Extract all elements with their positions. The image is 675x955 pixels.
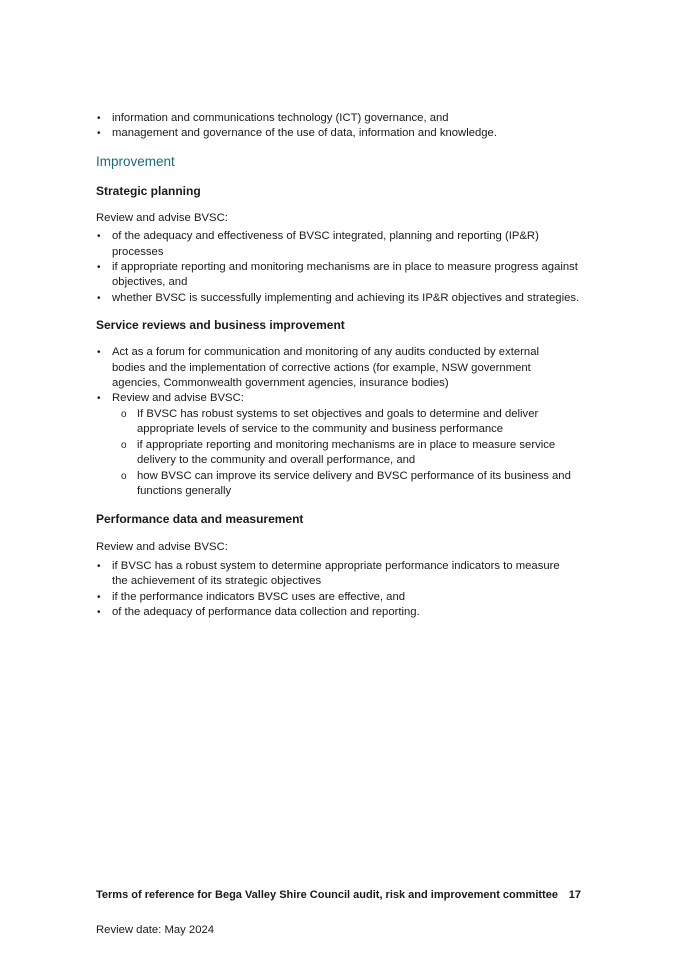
sub-list-item: o If BVSC has robust systems to set objectives and goals to determine and deliver appropriate levels of service to the community and business performance <box>121 407 591 438</box>
heading-strategic-planning: Strategic planning <box>96 183 201 198</box>
list-item: • information and communications technology (ICT) governance, and <box>96 111 596 126</box>
list-item: • whether BVSC is successfully implementing and achieving its IP&R objectives and strategies. <box>96 291 581 306</box>
list-item: • if BVSC has a robust system to determine appropriate performance indicators to measure the achievement of its strategic objectives <box>96 559 576 590</box>
list-item: • of the adequacy of performance data collection and reporting. <box>96 605 576 620</box>
sub-list-item: o if appropriate reporting and monitoring mechanisms are in place to measure service delivery to the community and overall performance, and <box>121 438 591 469</box>
list-item: • Act as a forum for communication and monitoring of any audits conducted by external bodies and the implementation of corrective actions (for example, NSW government agencies, Commonwealth government agencies, insurance bodies) <box>96 345 566 391</box>
strategic-planning-bullets <box>96 229 581 306</box>
heading-performance-data: Performance data and measurement <box>96 512 304 527</box>
page-content <box>96 111 596 620</box>
performance-data-intro: Review and advise BVSC: <box>96 541 228 554</box>
service-reviews-bullets <box>96 345 571 499</box>
sub-list-item: o how BVSC can improve its service delivery and BVSC performance of its business and functions generally <box>121 469 591 500</box>
review-date: Review date: May 2024 <box>96 924 215 936</box>
footer-document-title: Terms of reference for Bega Valley Shire Council audit, risk and improvement committee <box>96 889 558 901</box>
service-reviews-sub-bullets <box>96 407 591 499</box>
strategic-planning-intro: Review and advise BVSC: <box>96 211 228 224</box>
performance-data-bullets <box>96 559 576 621</box>
section-heading-improvement: Improvement <box>96 153 175 169</box>
list-item: • management and governance of the use of data, information and knowledge. <box>96 126 596 141</box>
list-item: • if appropriate reporting and monitoring mechanisms are in place to measure progress against objectives, and <box>96 260 581 291</box>
page-number: 17 <box>568 889 581 901</box>
intro-bullet-list <box>96 111 596 142</box>
heading-service-reviews: Service reviews and business improvement <box>96 318 345 333</box>
list-item: • if the performance indicators BVSC uses are effective, and <box>96 590 576 605</box>
list-item <box>96 391 571 499</box>
list-item-text: Review and advise BVSC: <box>112 392 244 405</box>
footer <box>96 889 581 901</box>
list-item: • of the adequacy and effectiveness of BVSC integrated, planning and reporting (IP&R) processes <box>96 229 581 260</box>
